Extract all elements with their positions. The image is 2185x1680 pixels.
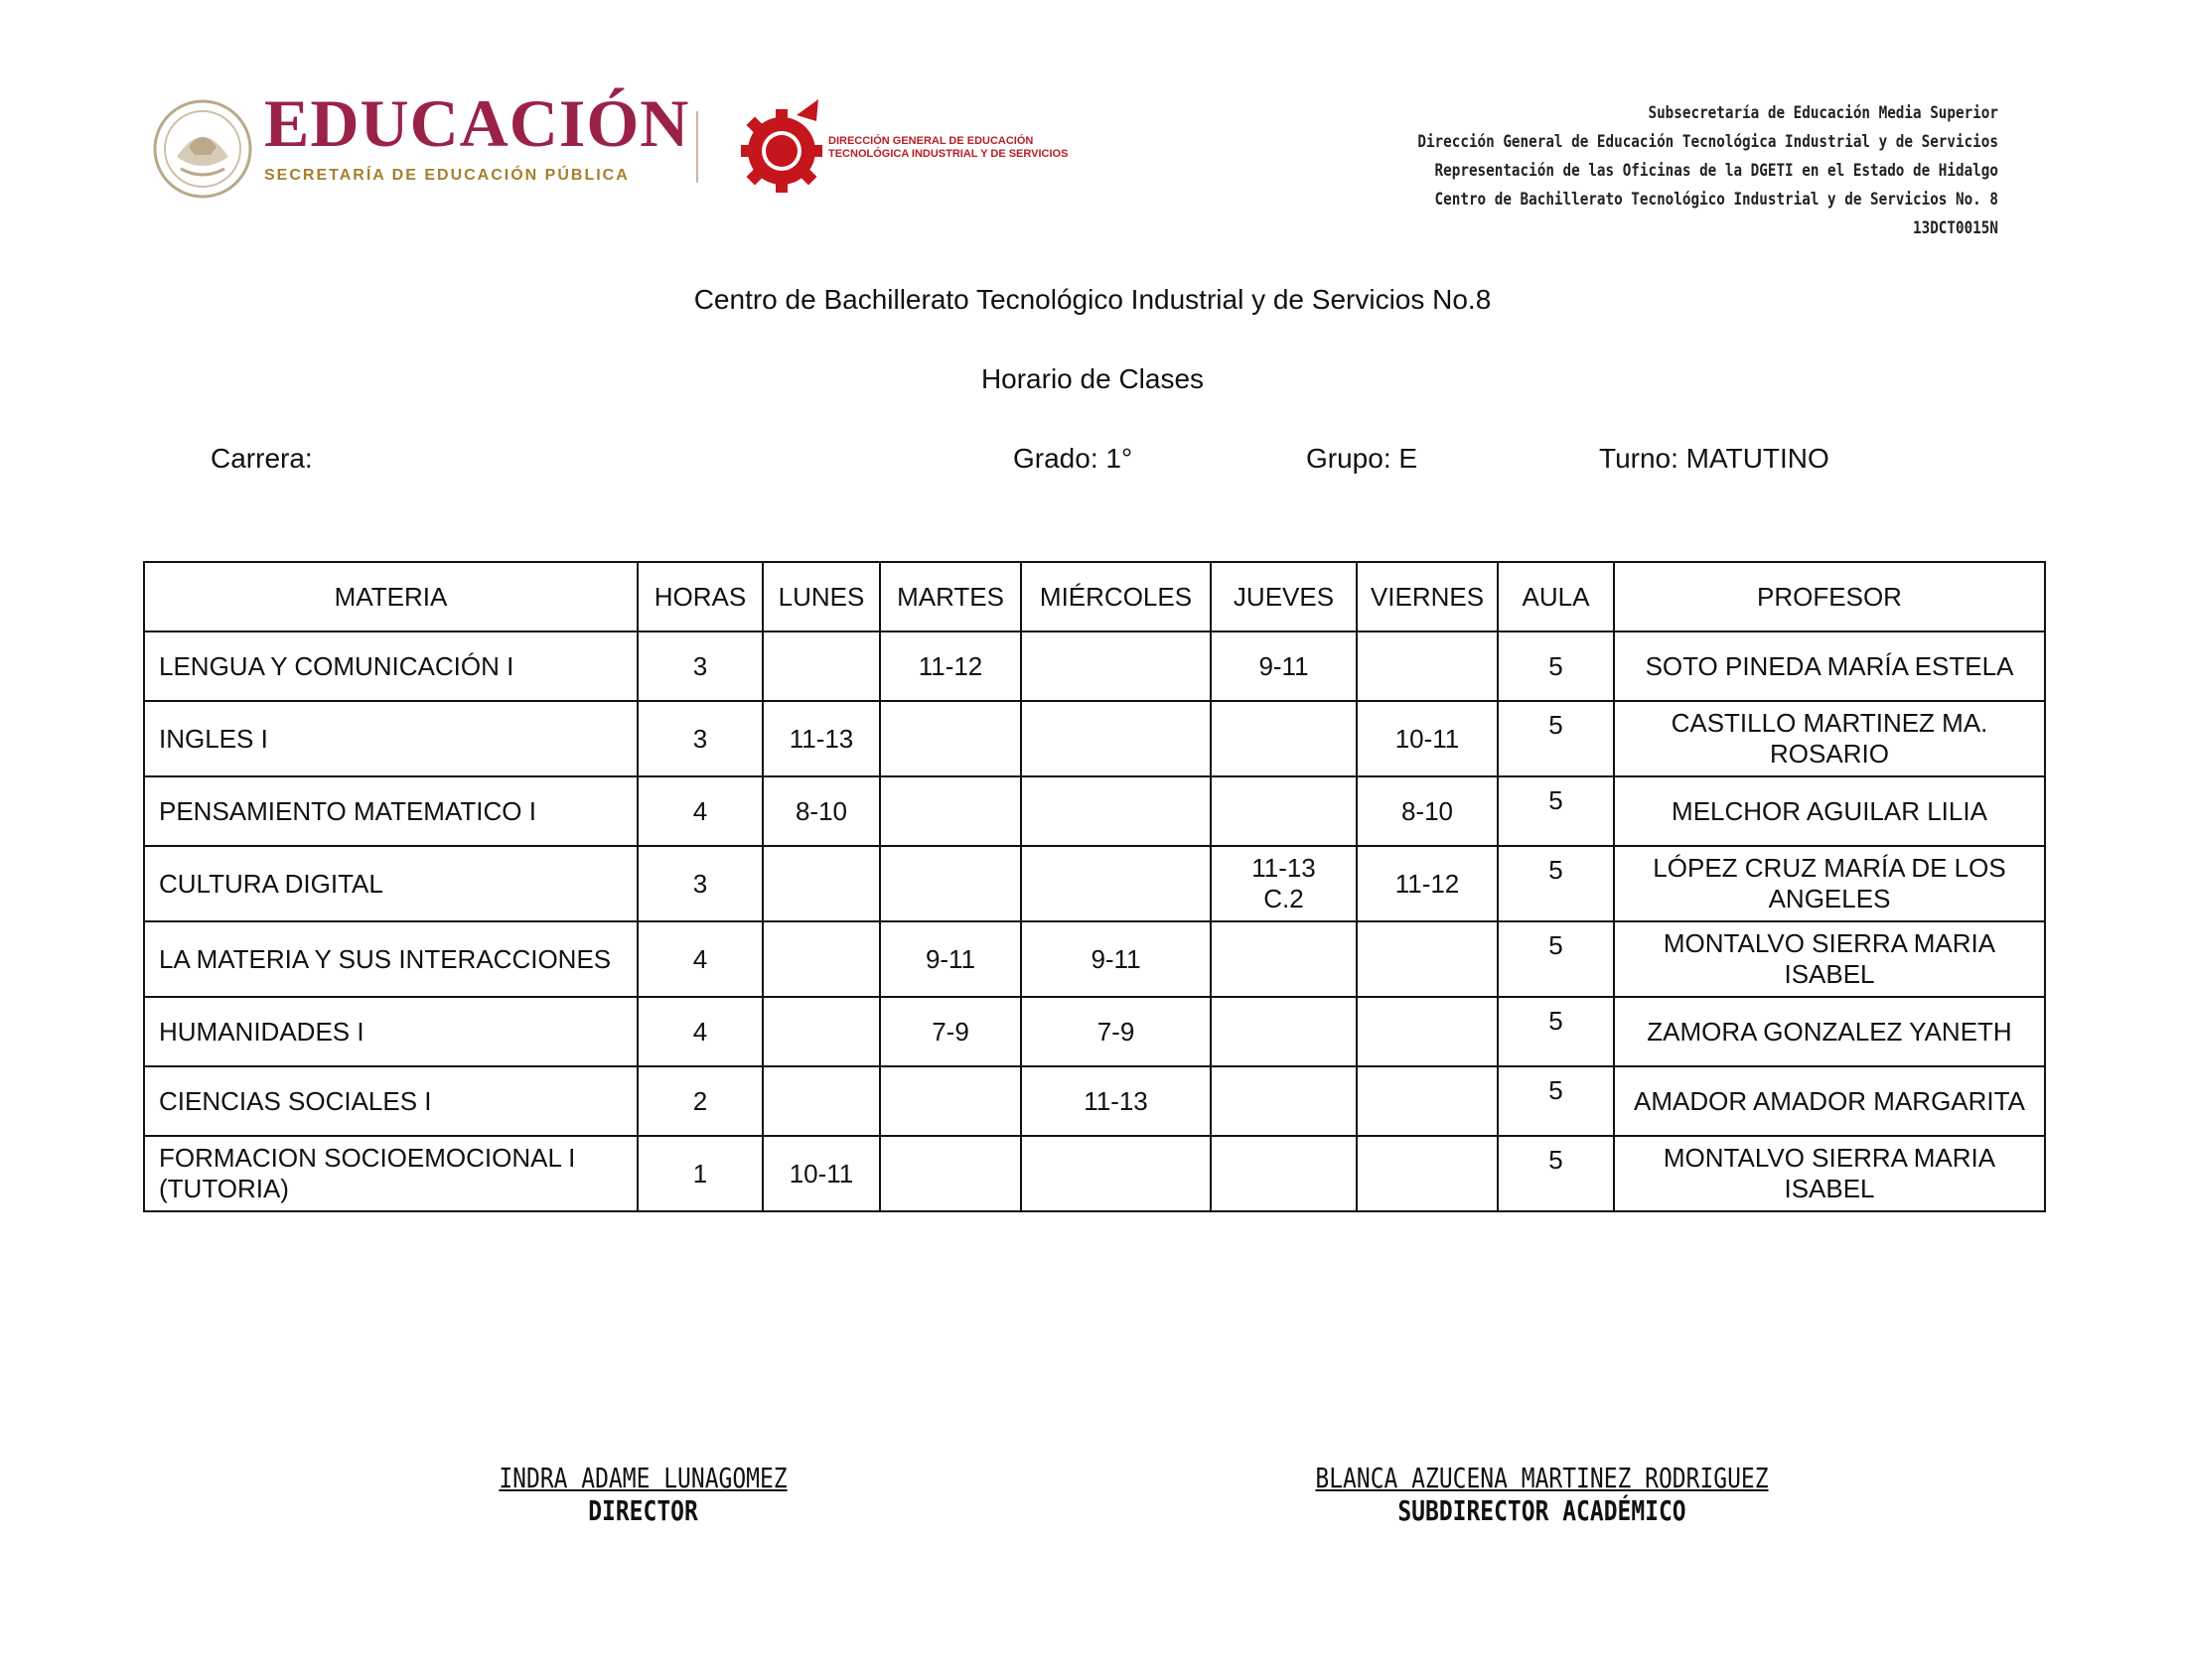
cell-viernes — [1357, 997, 1498, 1066]
cell-miercoles: 9-11 — [1021, 921, 1211, 997]
educacion-subtitle: SECRETARÍA DE EDUCACIÓN PÚBLICA — [264, 167, 630, 184]
cell-horas: 2 — [638, 1066, 763, 1136]
grado-label: Grado: 1° — [1013, 443, 1133, 474]
cell-jueves — [1211, 1136, 1357, 1211]
cell-martes — [880, 776, 1021, 846]
cell-materia: LA MATERIA Y SUS INTERACCIONES — [144, 921, 638, 997]
table-header-row — [144, 562, 2045, 631]
cell-horas: 4 — [638, 921, 763, 997]
header-line-direccion: Dirección General de Educación Tecnológica Industrial y de Servicios — [1417, 132, 1998, 152]
cell-lunes — [763, 631, 880, 701]
cell-aula: 5 — [1498, 997, 1614, 1066]
sep-seal-logo — [147, 97, 258, 201]
cell-aula: 5 — [1498, 846, 1614, 921]
cell-lunes — [763, 846, 880, 921]
school-title: Centro de Bachillerato Tecnológico Industrial y de Servicios No.8 — [693, 284, 1492, 315]
cell-materia: HUMANIDADES I — [144, 997, 638, 1066]
table-row — [144, 776, 2045, 846]
cell-materia: CIENCIAS SOCIALES I — [144, 1066, 638, 1136]
dgeti-text-line-1: DIRECCIÓN GENERAL DE EDUCACIÓN — [828, 135, 1034, 147]
cell-martes — [880, 846, 1021, 921]
cell-lunes: 10-11 — [763, 1136, 880, 1211]
table-row — [144, 921, 2045, 997]
col-header-viernes: VIERNES — [1357, 562, 1498, 631]
cell-lunes: 11-13 — [763, 701, 880, 776]
cell-miercoles — [1021, 776, 1211, 846]
cell-lunes — [763, 921, 880, 997]
logo-divider — [696, 111, 698, 183]
cell-viernes: 10-11 — [1357, 701, 1498, 776]
dgeti-logo-text — [828, 135, 1068, 161]
cell-aula: 5 — [1498, 701, 1614, 776]
cell-martes — [880, 1136, 1021, 1211]
schedule-title: Horario de Clases — [980, 363, 1205, 394]
subdirector-signature-block — [1232, 1462, 1852, 1527]
cell-horas: 3 — [638, 846, 763, 921]
table-row — [144, 631, 2045, 701]
cell-materia: INGLES I — [144, 701, 638, 776]
cell-miercoles: 7-9 — [1021, 997, 1211, 1066]
cell-materia: LENGUA Y COMUNICACIÓN I — [144, 631, 638, 701]
dgeti-text-line-2: TECNOLÓGICA INDUSTRIAL Y DE SERVICIOS — [828, 148, 1069, 160]
director-name: INDRA ADAME LUNAGOMEZ — [499, 1462, 788, 1494]
cell-horas: 4 — [638, 997, 763, 1066]
director-title: DIRECTOR — [588, 1494, 698, 1527]
cell-viernes: 8-10 — [1357, 776, 1498, 846]
cell-miercoles — [1021, 1136, 1211, 1211]
table-row — [144, 701, 2045, 776]
col-header-profesor: PROFESOR — [1614, 562, 2045, 631]
institution-header — [1307, 99, 1998, 243]
col-header-aula: AULA — [1498, 562, 1614, 631]
cell-aula: 5 — [1498, 631, 1614, 701]
turno-label: Turno: MATUTINO — [1599, 443, 1829, 474]
subdirector-title: SUBDIRECTOR ACADÉMICO — [1397, 1494, 1686, 1527]
cell-materia: FORMACION SOCIOEMOCIONAL I (TUTORIA) — [144, 1136, 638, 1211]
cell-jueves — [1211, 921, 1357, 997]
col-header-lunes: LUNES — [763, 562, 880, 631]
cell-miercoles — [1021, 701, 1211, 776]
col-header-miercoles: MIÉRCOLES — [1021, 562, 1211, 631]
cell-jueves: 11-13 C.2 — [1211, 846, 1357, 921]
educacion-wordmark: EDUCACIÓN — [264, 85, 690, 161]
cell-martes — [880, 701, 1021, 776]
cell-profesor: MONTALVO SIERRA MARIA ISABEL — [1614, 921, 2045, 997]
schedule-table — [143, 561, 2046, 1212]
cell-profesor: CASTILLO MARTINEZ MA. ROSARIO — [1614, 701, 2045, 776]
header-line-clave: 13DCT0015N — [1913, 218, 1998, 238]
cell-miercoles — [1021, 846, 1211, 921]
table-row — [144, 1066, 2045, 1136]
cell-jueves — [1211, 776, 1357, 846]
grupo-label: Grupo: E — [1306, 443, 1418, 474]
cell-aula: 5 — [1498, 776, 1614, 846]
cell-jueves — [1211, 701, 1357, 776]
cell-aula: 5 — [1498, 1136, 1614, 1211]
cell-profesor: ZAMORA GONZALEZ YANETH — [1614, 997, 2045, 1066]
cell-profesor: LÓPEZ CRUZ MARÍA DE LOS ANGELES — [1614, 846, 2045, 921]
header-line-representacion: Representación de las Oficinas de la DGETI en el Estado de Hidalgo — [1434, 161, 1998, 181]
cell-miercoles — [1021, 631, 1211, 701]
cell-aula: 5 — [1498, 921, 1614, 997]
cell-viernes — [1357, 921, 1498, 997]
cell-horas: 3 — [638, 701, 763, 776]
table-row — [144, 1136, 2045, 1211]
cell-viernes: 11-12 — [1357, 846, 1498, 921]
cell-profesor: MELCHOR AGUILAR LILIA — [1614, 776, 2045, 846]
table-row — [144, 997, 2045, 1066]
cell-martes — [880, 1066, 1021, 1136]
header-line-subsecretaria: Subsecretaría de Educación Media Superior — [1648, 103, 1998, 123]
cell-martes: 11-12 — [880, 631, 1021, 701]
cell-viernes — [1357, 1136, 1498, 1211]
carrera-label: Carrera: — [211, 443, 313, 474]
cell-miercoles: 11-13 — [1021, 1066, 1211, 1136]
director-signature-block — [397, 1462, 889, 1527]
cell-lunes — [763, 1066, 880, 1136]
header-line-centro: Centro de Bachillerato Tecnológico Industrial y de Servicios No. 8 — [1434, 190, 1998, 210]
cell-martes: 9-11 — [880, 921, 1021, 997]
cell-viernes — [1357, 1066, 1498, 1136]
cell-profesor: AMADOR AMADOR MARGARITA — [1614, 1066, 2045, 1136]
table-row — [144, 846, 2045, 921]
cell-viernes — [1357, 631, 1498, 701]
subdirector-name: BLANCA AZUCENA MARTINEZ RODRIGUEZ — [1315, 1462, 1769, 1494]
cell-aula: 5 — [1498, 1066, 1614, 1136]
col-header-martes: MARTES — [880, 562, 1021, 631]
col-header-materia: MATERIA — [144, 562, 638, 631]
cell-jueves — [1211, 997, 1357, 1066]
cell-jueves: 9-11 — [1211, 631, 1357, 701]
col-header-jueves: JUEVES — [1211, 562, 1357, 631]
cell-lunes — [763, 997, 880, 1066]
cell-profesor: MONTALVO SIERRA MARIA ISABEL — [1614, 1136, 2045, 1211]
educacion-logo — [264, 85, 690, 185]
cell-horas: 4 — [638, 776, 763, 846]
cell-martes: 7-9 — [880, 997, 1021, 1066]
cell-lunes: 8-10 — [763, 776, 880, 846]
col-header-horas: HORAS — [638, 562, 763, 631]
dgeti-gear-logo — [739, 95, 824, 199]
cell-materia: PENSAMIENTO MATEMATICO I — [144, 776, 638, 846]
cell-jueves — [1211, 1066, 1357, 1136]
cell-profesor: SOTO PINEDA MARÍA ESTELA — [1614, 631, 2045, 701]
cell-horas: 1 — [638, 1136, 763, 1211]
cell-horas: 3 — [638, 631, 763, 701]
cell-materia: CULTURA DIGITAL — [144, 846, 638, 921]
